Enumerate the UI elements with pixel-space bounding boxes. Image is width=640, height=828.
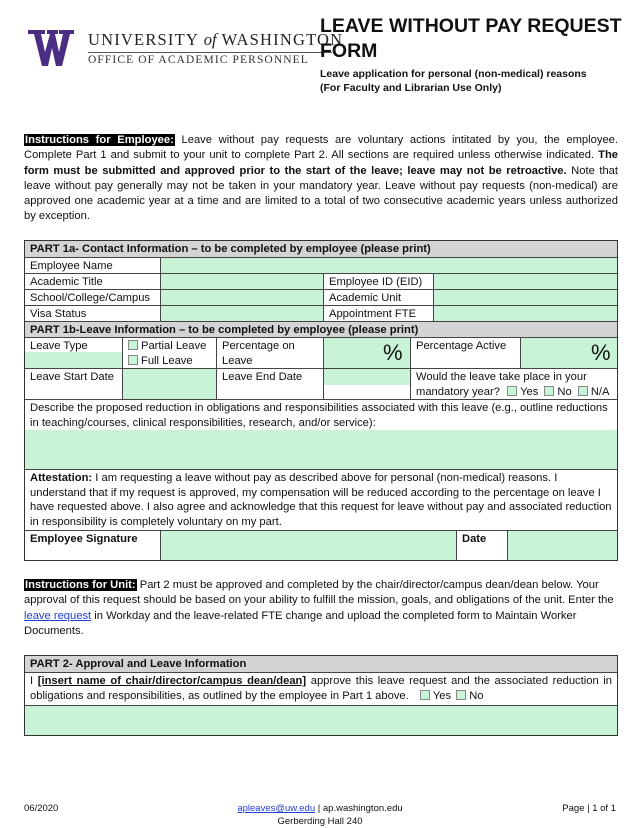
footer-contact: apleaves@uw.edu | ap.washington.edu: [237, 803, 403, 814]
leave-start-label: Leave Start Date: [25, 369, 123, 400]
mandatory-no-checkbox[interactable]: [544, 386, 554, 396]
leave-end-cell: [324, 369, 411, 400]
part1b-heading: PART 1b-Leave Information – to be completed by employee (please print): [25, 322, 617, 338]
office-name: OFFICE OF ACADEMIC PERSONNEL: [88, 54, 309, 66]
employee-instructions-label: Instructions for Employee:: [25, 134, 174, 146]
footer-email-link[interactable]: apleaves@uw.edu: [237, 803, 316, 814]
date-label: Date: [457, 531, 508, 560]
employee-instructions: Instructions for Employee: Leave without pay requests are voluntary actions intitated by you, the employee. Complete Part 1 and submit to your unit to complete Part 2. All sections are required unless otherwise indicated. The form must be submitted and approved prior to the start of the leave; leave may not be retroactive. Note that leave without pay generally may not be taken in your mandatory year. Leave without pay requests (non-medical) are approved one academic year at a time and are limited to a total of two consecutive academic years unless authorized by exception.: [24, 134, 618, 223]
leave-type-label: Leave Type: [30, 340, 88, 352]
describe-cell: [25, 400, 617, 470]
school-label: School/College/Campus: [25, 290, 161, 306]
footer-website: ap.washington.edu: [322, 803, 403, 814]
form-title: LEAVE WITHOUT PAY REQUEST FORM: [320, 15, 622, 62]
unit-instructions-label: Instructions for Unit:: [25, 579, 136, 591]
form-subtitle: Leave application for personal (non-medical) reasons (For Faculty and Librarian Use Only): [320, 68, 587, 94]
percent-sign-leave: %: [383, 340, 403, 365]
leave-end-label: Leave End Date: [217, 369, 324, 400]
percentage-active-label: Percentage Active: [411, 338, 521, 369]
employee-id-label: Employee ID (EID): [324, 274, 434, 290]
visa-status-label: Visa Status: [25, 306, 161, 322]
mandatory-na-checkbox[interactable]: [578, 386, 588, 396]
part1a-heading: PART 1a- Contact Information – to be completed by employee (please print): [25, 241, 617, 258]
approve-no-checkbox[interactable]: [456, 690, 466, 700]
academic-title-label: Academic Title: [25, 274, 161, 290]
footer-address: Gerberding Hall 240: [277, 816, 363, 827]
attestation-label: Attestation:: [30, 472, 93, 484]
part2-table: [24, 655, 618, 736]
leave-end-field[interactable]: [324, 369, 410, 385]
percent-sign-active: %: [591, 340, 611, 365]
attestation-text: Attestation: I am requesting a leave without pay as described above for personal (non-medical) reasons. I understand that if my request is approved, my compensation will be reduced according to the percentage on leave I have requested above. I also agree and acknowledge that this request for leave without pay and associated reduction in responsibility is completely voluntary on my part.: [25, 470, 617, 531]
part2-approval-text: I [insert name of chair/director/campus dean/dean] approve this leave request and the associated reduction in obligations and responsibilities, as outlined by the employee in Part 1 above. Yes No: [25, 673, 617, 706]
employee-id-field[interactable]: [434, 274, 617, 290]
employee-name-field[interactable]: [161, 258, 617, 274]
uw-logo: [28, 30, 344, 70]
part2-input-field[interactable]: [25, 706, 617, 735]
leave-type-field[interactable]: [25, 352, 122, 368]
full-leave-label: Full Leave: [141, 354, 193, 367]
partial-leave-checkbox[interactable]: [128, 340, 138, 350]
academic-unit-field[interactable]: [434, 290, 617, 306]
mandatory-na-label: N/A: [590, 385, 610, 398]
describe-field[interactable]: [25, 430, 617, 469]
mandatory-year-cell: [411, 369, 617, 400]
unit-instructions: Instructions for Unit: Part 2 must be approved and completed by the chair/director/campus dean/dean below. Your approval of this request should be based on your ability to fulfill the mission, goals, and obligations of the unit. Enter the leave request in Workday and the leave-related FTE change and upload the completed form to Maintain Worker Documents.: [24, 579, 614, 637]
university-name: UNIVERSITY of WASHINGTON: [88, 30, 344, 49]
approve-yes-checkbox[interactable]: [420, 690, 430, 700]
mandatory-yes-label: Yes: [520, 385, 539, 398]
academic-title-field[interactable]: [161, 274, 324, 290]
leave-start-cell: [123, 369, 217, 400]
approve-no-label: No: [469, 689, 484, 702]
footer-date: 06/2020: [24, 803, 59, 814]
footer-page-number: Page | 1 of 1: [562, 803, 616, 814]
full-leave-checkbox[interactable]: [128, 355, 138, 365]
appointment-fte-field[interactable]: [434, 306, 617, 322]
leave-request-link[interactable]: leave request: [24, 609, 92, 622]
leave-type-options: [123, 338, 217, 369]
approve-yes-label: Yes: [432, 689, 452, 702]
appointment-fte-label: Appointment FTE: [324, 306, 434, 322]
school-field[interactable]: [161, 290, 324, 306]
employee-signature-label: Employee Signature: [25, 531, 161, 560]
mandatory-yes-checkbox[interactable]: [507, 386, 517, 396]
visa-status-field[interactable]: [161, 306, 324, 322]
part1-table: [24, 240, 618, 561]
part2-heading: PART 2- Approval and Leave Information: [25, 656, 617, 673]
mandatory-year-question: Would the leave take place in your mandatory year?: [416, 371, 587, 398]
leave-type-cell: [25, 338, 123, 369]
percentage-on-leave-label: Percentage on Leave: [217, 338, 324, 369]
academic-unit-label: Academic Unit: [324, 290, 434, 306]
logo-divider: [88, 52, 332, 53]
partial-leave-label: Partial Leave: [141, 340, 207, 352]
employee-name-label: Employee Name: [25, 258, 161, 274]
leave-start-field[interactable]: [123, 369, 216, 399]
date-field[interactable]: [508, 531, 617, 560]
describe-label: Describe the proposed reduction in obligations and responsibilities associated with this leave (e.g., outline reductions in teaching/courses, clinical responsibilities, research, and/or service):: [30, 402, 608, 429]
approver-placeholder: [insert name of chair/director/campus dean/dean]: [37, 675, 307, 687]
uw-w-logo-icon: [28, 30, 74, 66]
employee-signature-field[interactable]: [161, 531, 457, 560]
mandatory-no-label: No: [557, 385, 572, 398]
